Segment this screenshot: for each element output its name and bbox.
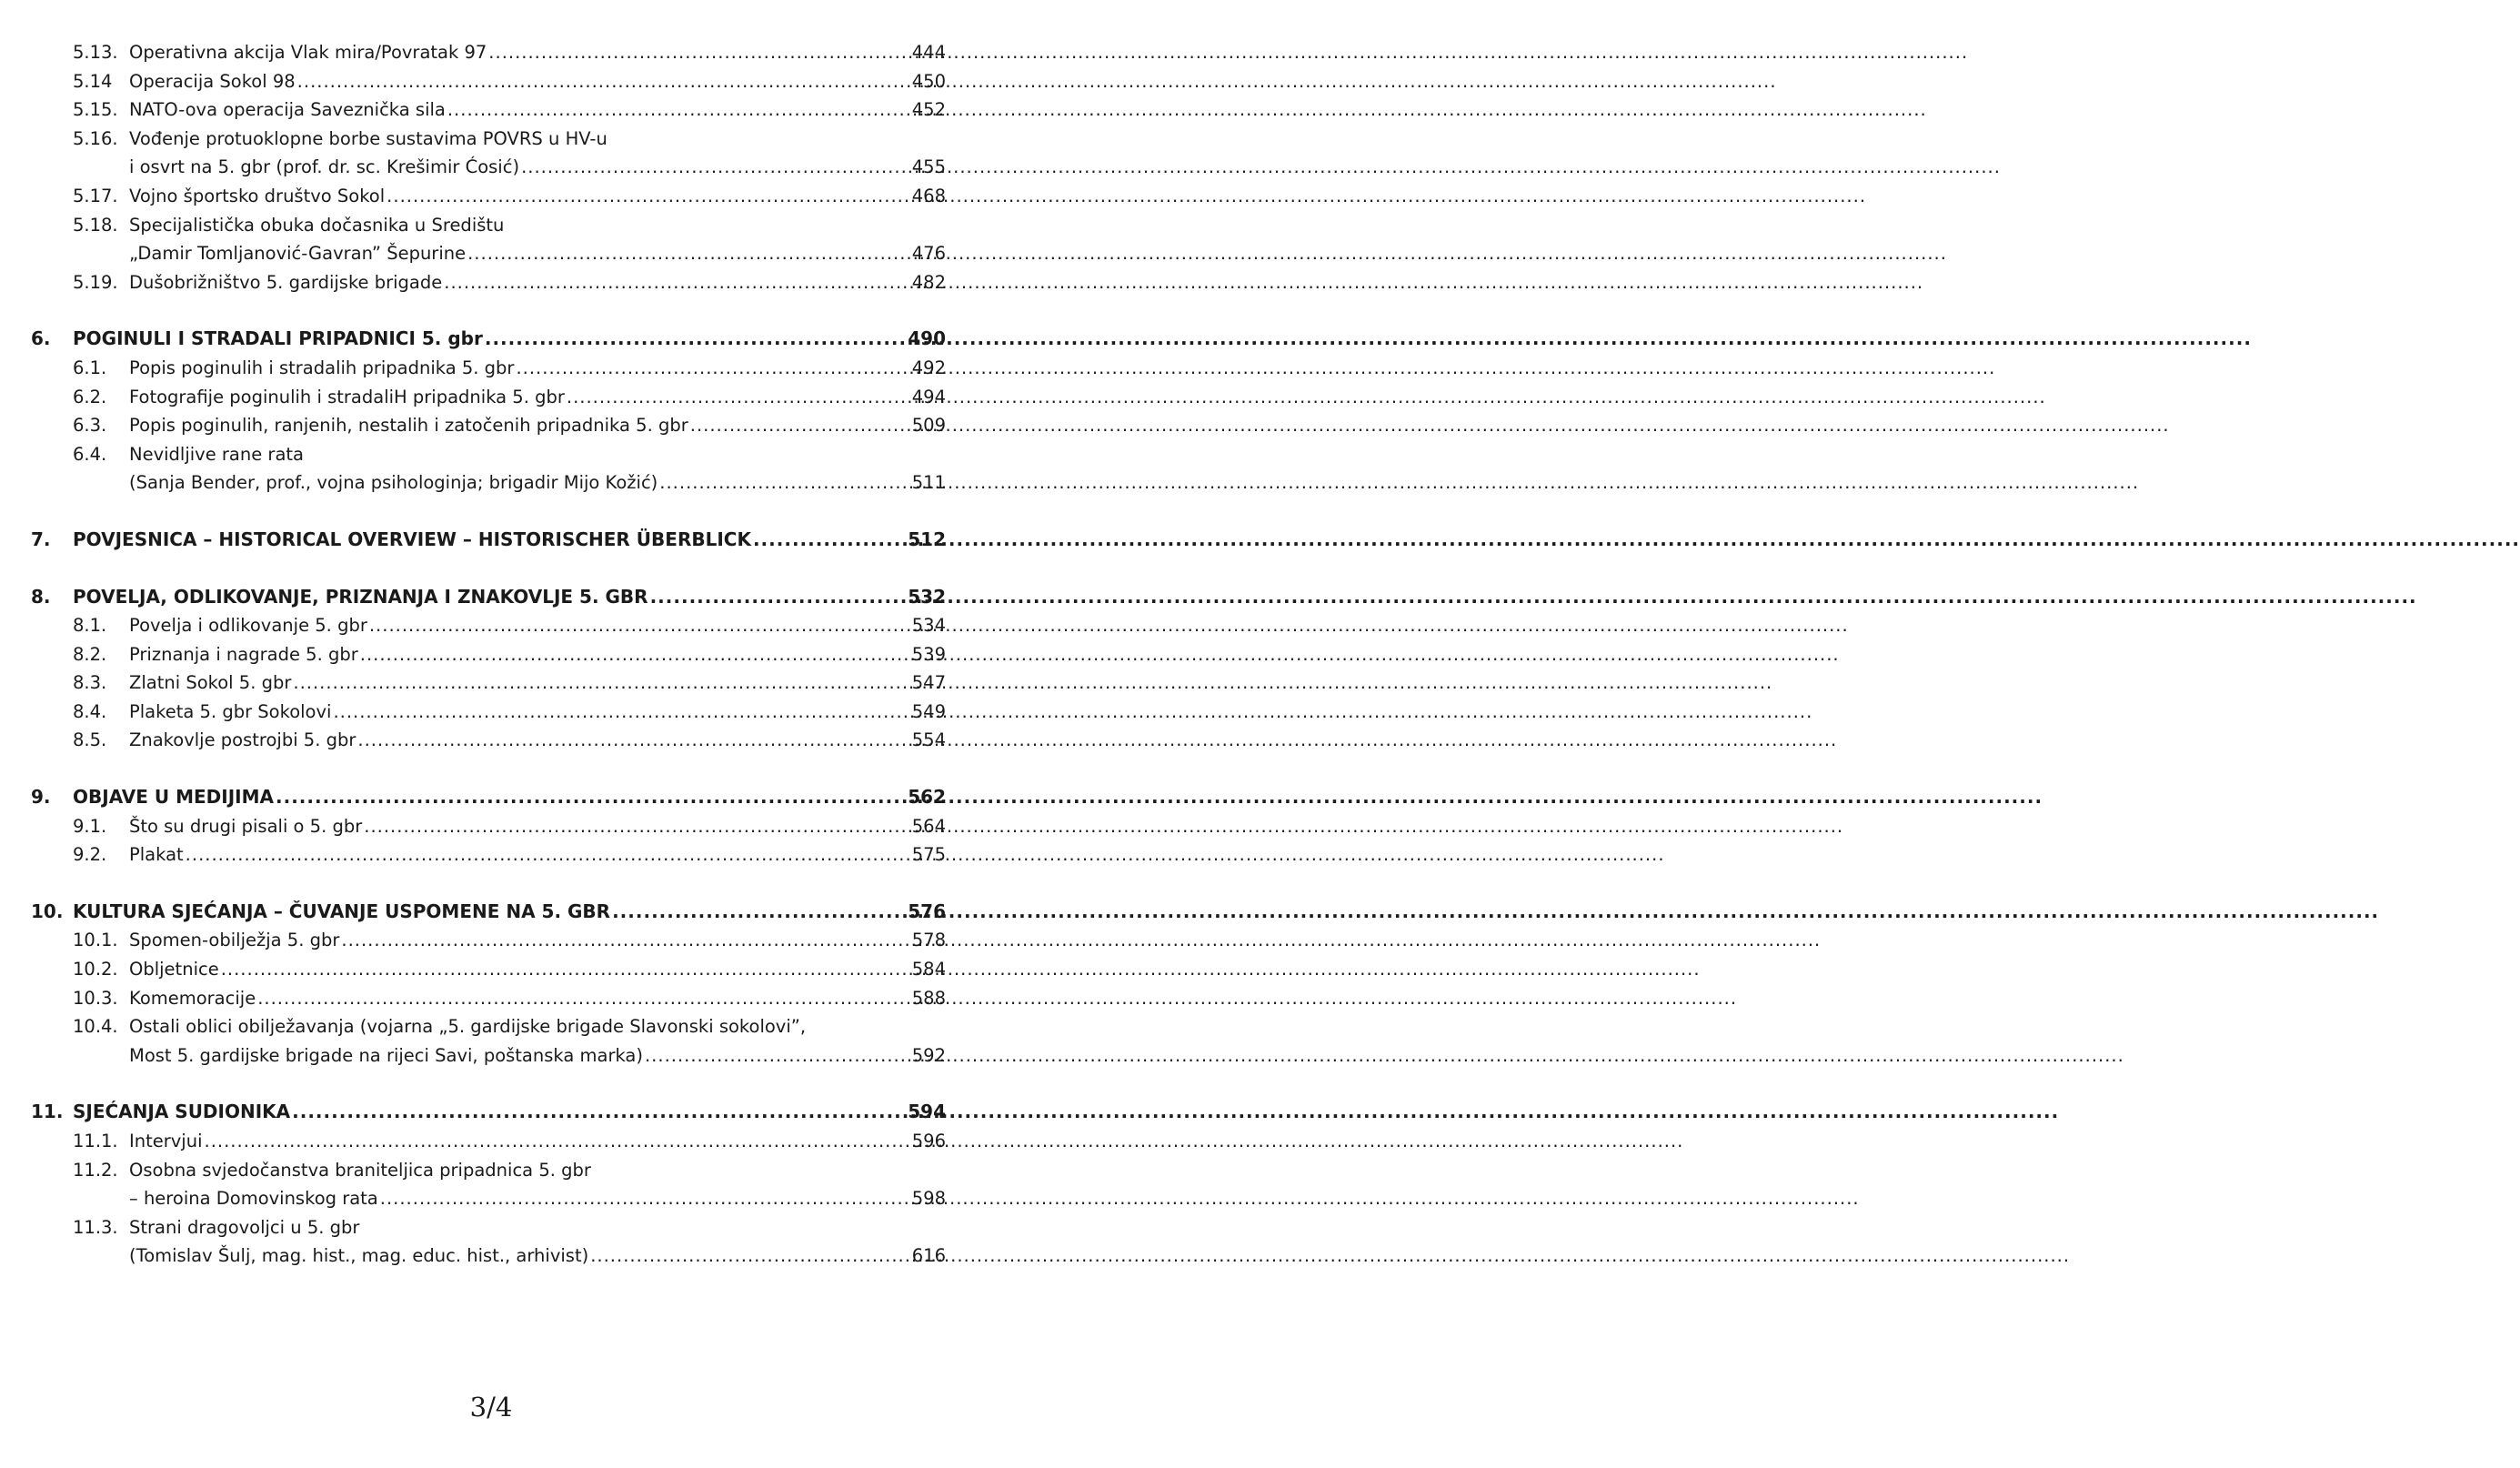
toc-entry[interactable]: [0, 125, 982, 154]
toc-leader-row: [73, 898, 946, 927]
toc-page-number: 576: [908, 900, 946, 922]
toc-number: 5.15.: [73, 99, 118, 121]
toc-leader-row: [129, 1213, 946, 1242]
toc-title: Vojno športsko društvo Sokol: [129, 185, 386, 206]
toc-chapter[interactable]: [0, 325, 982, 354]
toc-leader-row: [129, 67, 946, 96]
toc-title: Obljetnice: [129, 959, 219, 980]
toc-number: 8.3.: [73, 672, 107, 694]
dot-leader: [380, 1184, 911, 1213]
dot-leader: [488, 38, 910, 67]
toc-chapter[interactable]: [0, 526, 982, 555]
toc-page-number: 596: [911, 1131, 946, 1151]
toc-number: 10.3.: [73, 987, 118, 1009]
toc-entry[interactable]: [0, 1012, 982, 1041]
toc-number: 5.18.: [73, 214, 118, 236]
toc-entry[interactable]: [0, 182, 982, 211]
toc-leader-row: [73, 325, 946, 354]
toc-title: Strani dragovoljci u 5. gbr: [129, 1216, 360, 1238]
toc-chapter[interactable]: [0, 898, 982, 927]
dot-leader: [753, 526, 907, 555]
toc-title: Operativna akcija Vlak mira/Povratak 97: [129, 42, 487, 63]
toc-entry-continuation[interactable]: [0, 153, 982, 182]
toc-number: 11.1.: [73, 1131, 118, 1151]
toc-number: 5.19.: [73, 271, 118, 293]
toc-number: 11.2.: [73, 1159, 118, 1181]
toc-number: 9.2.: [73, 844, 107, 866]
toc-entry[interactable]: [0, 411, 982, 440]
toc-page-number: 547: [911, 672, 946, 694]
toc-number: 10.4.: [73, 1016, 118, 1038]
toc-leader-row: [73, 526, 946, 555]
toc-entry-continuation[interactable]: [0, 1184, 982, 1213]
toc-title: Vođenje protuoklopne borbe sustavima POVRS u HV-u: [129, 127, 607, 149]
toc-entry-continuation[interactable]: [0, 239, 982, 268]
dot-leader: [650, 583, 908, 612]
toc-title: i osvrt na 5. gbr (prof. dr. sc. Krešimir Ćosić): [129, 156, 520, 178]
toc-entry[interactable]: [0, 926, 982, 955]
toc-leader-row: [129, 1041, 946, 1071]
toc-entry-continuation[interactable]: [0, 468, 982, 498]
toc-page-number: 575: [911, 844, 946, 866]
toc-entry[interactable]: [0, 1127, 982, 1156]
toc-entry[interactable]: [0, 840, 982, 870]
toc-title: Popis poginulih i stradalih pripadnika 5. gbr: [129, 357, 515, 378]
toc-leader-row: [129, 669, 946, 698]
toc-title: Dušobrižništvo 5. gardijske brigade: [129, 271, 443, 293]
toc-leader-row: [129, 440, 946, 469]
toc-page-number: 598: [911, 1188, 946, 1210]
toc-leader-row: [129, 840, 946, 870]
toc-leader-row: [129, 153, 946, 182]
toc-entry[interactable]: [0, 812, 982, 841]
toc-entry[interactable]: [0, 383, 982, 412]
toc-entry-continuation[interactable]: [0, 1242, 982, 1271]
toc-leader-row: [129, 96, 946, 125]
toc-entry[interactable]: [0, 440, 982, 469]
toc-leader-row: [129, 468, 946, 498]
toc-page-number: 562: [908, 786, 946, 809]
toc-number: 6.3.: [73, 415, 107, 437]
toc-title: POGINULI I STRADALI PRIPADNICI 5. gbr: [73, 327, 483, 350]
toc-page-number: 554: [911, 729, 946, 751]
toc-title: Plakat: [129, 844, 184, 866]
dot-leader: [360, 640, 911, 669]
toc-entry[interactable]: [0, 640, 982, 669]
toc-number: 9.1.: [73, 815, 107, 837]
dot-leader: [333, 698, 910, 727]
toc-page-number: 494: [911, 386, 946, 407]
toc-title: POVELJA, ODLIKOVANJE, PRIZNANJA I ZNAKOVLJE 5. GBR: [73, 585, 648, 608]
toc-title: Što su drugi pisali o 5. gbr: [129, 815, 363, 837]
toc-chapter[interactable]: [0, 783, 982, 812]
toc-leader-row: [129, 1127, 946, 1156]
toc-entry[interactable]: [0, 268, 982, 297]
toc-page-number: 452: [911, 99, 946, 121]
toc-leader-row: [129, 926, 946, 955]
dot-leader: [567, 383, 911, 412]
toc-leader-row: [129, 955, 946, 984]
dot-leader: [485, 325, 907, 354]
toc-title: Fotografije poginulih i stradaliH pripadnika 5. gbr: [129, 386, 565, 407]
toc-title: (Tomislav Šulj, mag. hist., mag. educ. hist., arhivist): [129, 1245, 589, 1267]
toc-page-number: 616: [911, 1245, 946, 1267]
toc-number: 6.4.: [73, 443, 107, 465]
toc-number: 8.1.: [73, 615, 107, 637]
toc-page-number: 468: [911, 185, 946, 206]
toc-title: Specijalistička obuka dočasnika u Središtu: [129, 214, 505, 236]
toc-entry[interactable]: [0, 984, 982, 1013]
dot-leader: [447, 96, 911, 125]
toc-title: (Sanja Bender, prof., vojna psihologinja; brigadir Mijo Kožić): [129, 472, 658, 494]
section-spacer: [0, 755, 982, 783]
toc-chapter[interactable]: [0, 1098, 982, 1127]
toc-leader-row: [129, 268, 946, 297]
toc-leader-row: [129, 383, 946, 412]
dot-leader: [292, 1098, 907, 1127]
toc-number: 6.: [31, 327, 51, 350]
dot-leader: [369, 611, 911, 640]
toc-entry[interactable]: [0, 1156, 982, 1185]
toc-leader-row: [129, 1012, 946, 1041]
toc-page-number: 584: [911, 959, 946, 980]
section-spacer: [0, 870, 982, 898]
toc-page-number: 549: [911, 700, 946, 722]
page-indicator: 3/4: [469, 1392, 513, 1423]
dot-leader: [690, 411, 911, 440]
toc-page-number: 511: [911, 472, 946, 494]
toc-number: 5.13.: [73, 42, 118, 63]
dot-leader: [521, 153, 911, 182]
toc-title: NATO-ova operacija Saveznička sila: [129, 99, 446, 121]
toc-leader-row: [73, 1098, 946, 1127]
toc-chapter[interactable]: [0, 583, 982, 612]
table-of-contents: [0, 38, 982, 1271]
dot-leader: [257, 984, 911, 1013]
toc-leader-row: [129, 211, 946, 240]
toc-number: 5.14: [73, 70, 113, 92]
toc-leader-row: [129, 38, 946, 67]
dot-leader: [590, 1242, 911, 1271]
toc-number: 5.17.: [73, 185, 118, 206]
toc-number: 8.5.: [73, 729, 107, 751]
toc-number: 11.3.: [73, 1216, 118, 1238]
toc-title: Znakovlje postrojbi 5. gbr: [129, 729, 356, 751]
toc-page-number: 512: [908, 528, 946, 550]
toc-leader-row: [129, 611, 946, 640]
dot-leader: [444, 268, 911, 297]
toc-entry[interactable]: [0, 38, 982, 67]
toc-entry[interactable]: [0, 96, 982, 125]
dot-leader: [659, 468, 910, 498]
section-spacer: [0, 498, 982, 526]
toc-title: Zlatni Sokol 5. gbr: [129, 672, 292, 694]
toc-leader-row: [129, 1242, 946, 1271]
dot-leader: [364, 812, 911, 841]
toc-number: 11.: [31, 1101, 64, 1123]
toc-leader-row: [129, 726, 946, 755]
toc-number: 10.: [31, 900, 64, 922]
toc-page-number: 490: [908, 327, 946, 350]
section-spacer: [0, 1070, 982, 1098]
toc-title: Operacija Sokol 98: [129, 70, 296, 92]
section-spacer: [0, 555, 982, 583]
toc-page-number: 534: [911, 615, 946, 637]
toc-number: 6.1.: [73, 357, 107, 378]
dot-leader: [516, 354, 910, 383]
toc-number: 9.: [31, 786, 51, 809]
toc-title: Popis poginulih, ranjenih, nestalih i zatočenih pripadnika 5. gbr: [129, 415, 688, 437]
toc-entry[interactable]: [0, 698, 982, 727]
toc-entry[interactable]: [0, 1213, 982, 1242]
toc-page-number: 455: [911, 156, 946, 178]
toc-leader-row: [129, 640, 946, 669]
toc-leader-row: [129, 698, 946, 727]
toc-title: – heroina Domovinskog rata: [129, 1188, 378, 1210]
toc-number: 8.2.: [73, 643, 107, 665]
dot-leader: [276, 783, 907, 812]
dot-leader: [297, 67, 911, 96]
toc-title: POVJESNICA – HISTORICAL OVERVIEW – HISTORISCHER ÜBERBLICK: [73, 528, 751, 550]
toc-entry[interactable]: [0, 67, 982, 96]
toc-leader-row: [129, 239, 946, 268]
toc-page-number: 592: [911, 1044, 946, 1066]
toc-number: 5.16.: [73, 127, 118, 149]
section-spacer: [0, 297, 982, 325]
toc-page-number: 492: [911, 357, 946, 378]
toc-page-number: 564: [911, 815, 946, 837]
toc-leader-row: [73, 783, 946, 812]
toc-leader-row: [129, 182, 946, 211]
toc-title: Plaketa 5. gbr Sokolovi: [129, 700, 332, 722]
toc-leader-row: [129, 1156, 946, 1185]
toc-leader-row: [129, 984, 946, 1013]
dot-leader: [357, 726, 910, 755]
toc-title: Osobna svjedočanstva braniteljica pripadnica 5. gbr: [129, 1159, 591, 1181]
toc-number: 6.2.: [73, 386, 107, 407]
dot-leader: [612, 898, 907, 927]
toc-entry-continuation[interactable]: [0, 1041, 982, 1071]
toc-leader-row: [129, 812, 946, 841]
toc-title: Intervjui: [129, 1131, 203, 1151]
toc-page-number: 532: [908, 585, 946, 608]
toc-leader-row: [73, 583, 946, 612]
toc-page-number: 509: [911, 415, 946, 437]
toc-number: 7.: [31, 528, 51, 550]
toc-title: „Damir Tomljanović-Gavran” Šepurine: [129, 243, 467, 265]
toc-page-number: 444: [911, 42, 946, 63]
toc-leader-row: [129, 354, 946, 383]
toc-page-number: 594: [908, 1101, 946, 1123]
toc-page-number: 450: [911, 70, 946, 92]
toc-title: Spomen-obilježja 5. gbr: [129, 930, 340, 951]
toc-leader-row: [129, 125, 946, 154]
toc-number: 8.: [31, 585, 51, 608]
toc-title: Ostali oblici obilježavanja (vojarna „5. gardijske brigade Slavonski sokolovi”,: [129, 1016, 807, 1038]
toc-title: SJEĆANJA SUDIONIKA: [73, 1101, 291, 1123]
dot-leader: [205, 1127, 911, 1156]
dot-leader: [293, 669, 910, 698]
dot-leader: [186, 840, 911, 870]
dot-leader: [221, 955, 911, 984]
toc-entry[interactable]: [0, 955, 982, 984]
dot-leader: [387, 182, 911, 211]
toc-leader-row: [129, 411, 946, 440]
toc-entry[interactable]: [0, 726, 982, 755]
toc-page-number: 539: [911, 643, 946, 665]
toc-number: 10.2.: [73, 959, 118, 980]
toc-title: Most 5. gardijske brigade na rijeci Savi, poštanska marka): [129, 1044, 643, 1066]
toc-page-number: 578: [911, 930, 946, 951]
toc-title: Komemoracije: [129, 987, 256, 1009]
toc-title: KULTURA SJEĆANJA – ČUVANJE USPOMENE NA 5. GBR: [73, 900, 611, 922]
dot-leader: [645, 1041, 911, 1071]
toc-title: Priznanja i nagrade 5. gbr: [129, 643, 358, 665]
dot-leader: [467, 239, 911, 268]
toc-number: 8.4.: [73, 700, 107, 722]
toc-entry[interactable]: [0, 211, 982, 240]
dot-leader: [341, 926, 910, 955]
toc-entry[interactable]: [0, 354, 982, 383]
toc-title: Povelja i odlikovanje 5. gbr: [129, 615, 367, 637]
toc-page-number: 482: [911, 271, 946, 293]
toc-number: 10.1.: [73, 930, 118, 951]
toc-entry[interactable]: [0, 611, 982, 640]
toc-page-number: 588: [911, 987, 946, 1009]
toc-title: OBJAVE U MEDIJIMA: [73, 786, 274, 809]
toc-page-number: 476: [911, 243, 946, 265]
toc-title: Nevidljive rane rata: [129, 443, 304, 465]
toc-entry[interactable]: [0, 669, 982, 698]
toc-leader-row: [129, 1184, 946, 1213]
